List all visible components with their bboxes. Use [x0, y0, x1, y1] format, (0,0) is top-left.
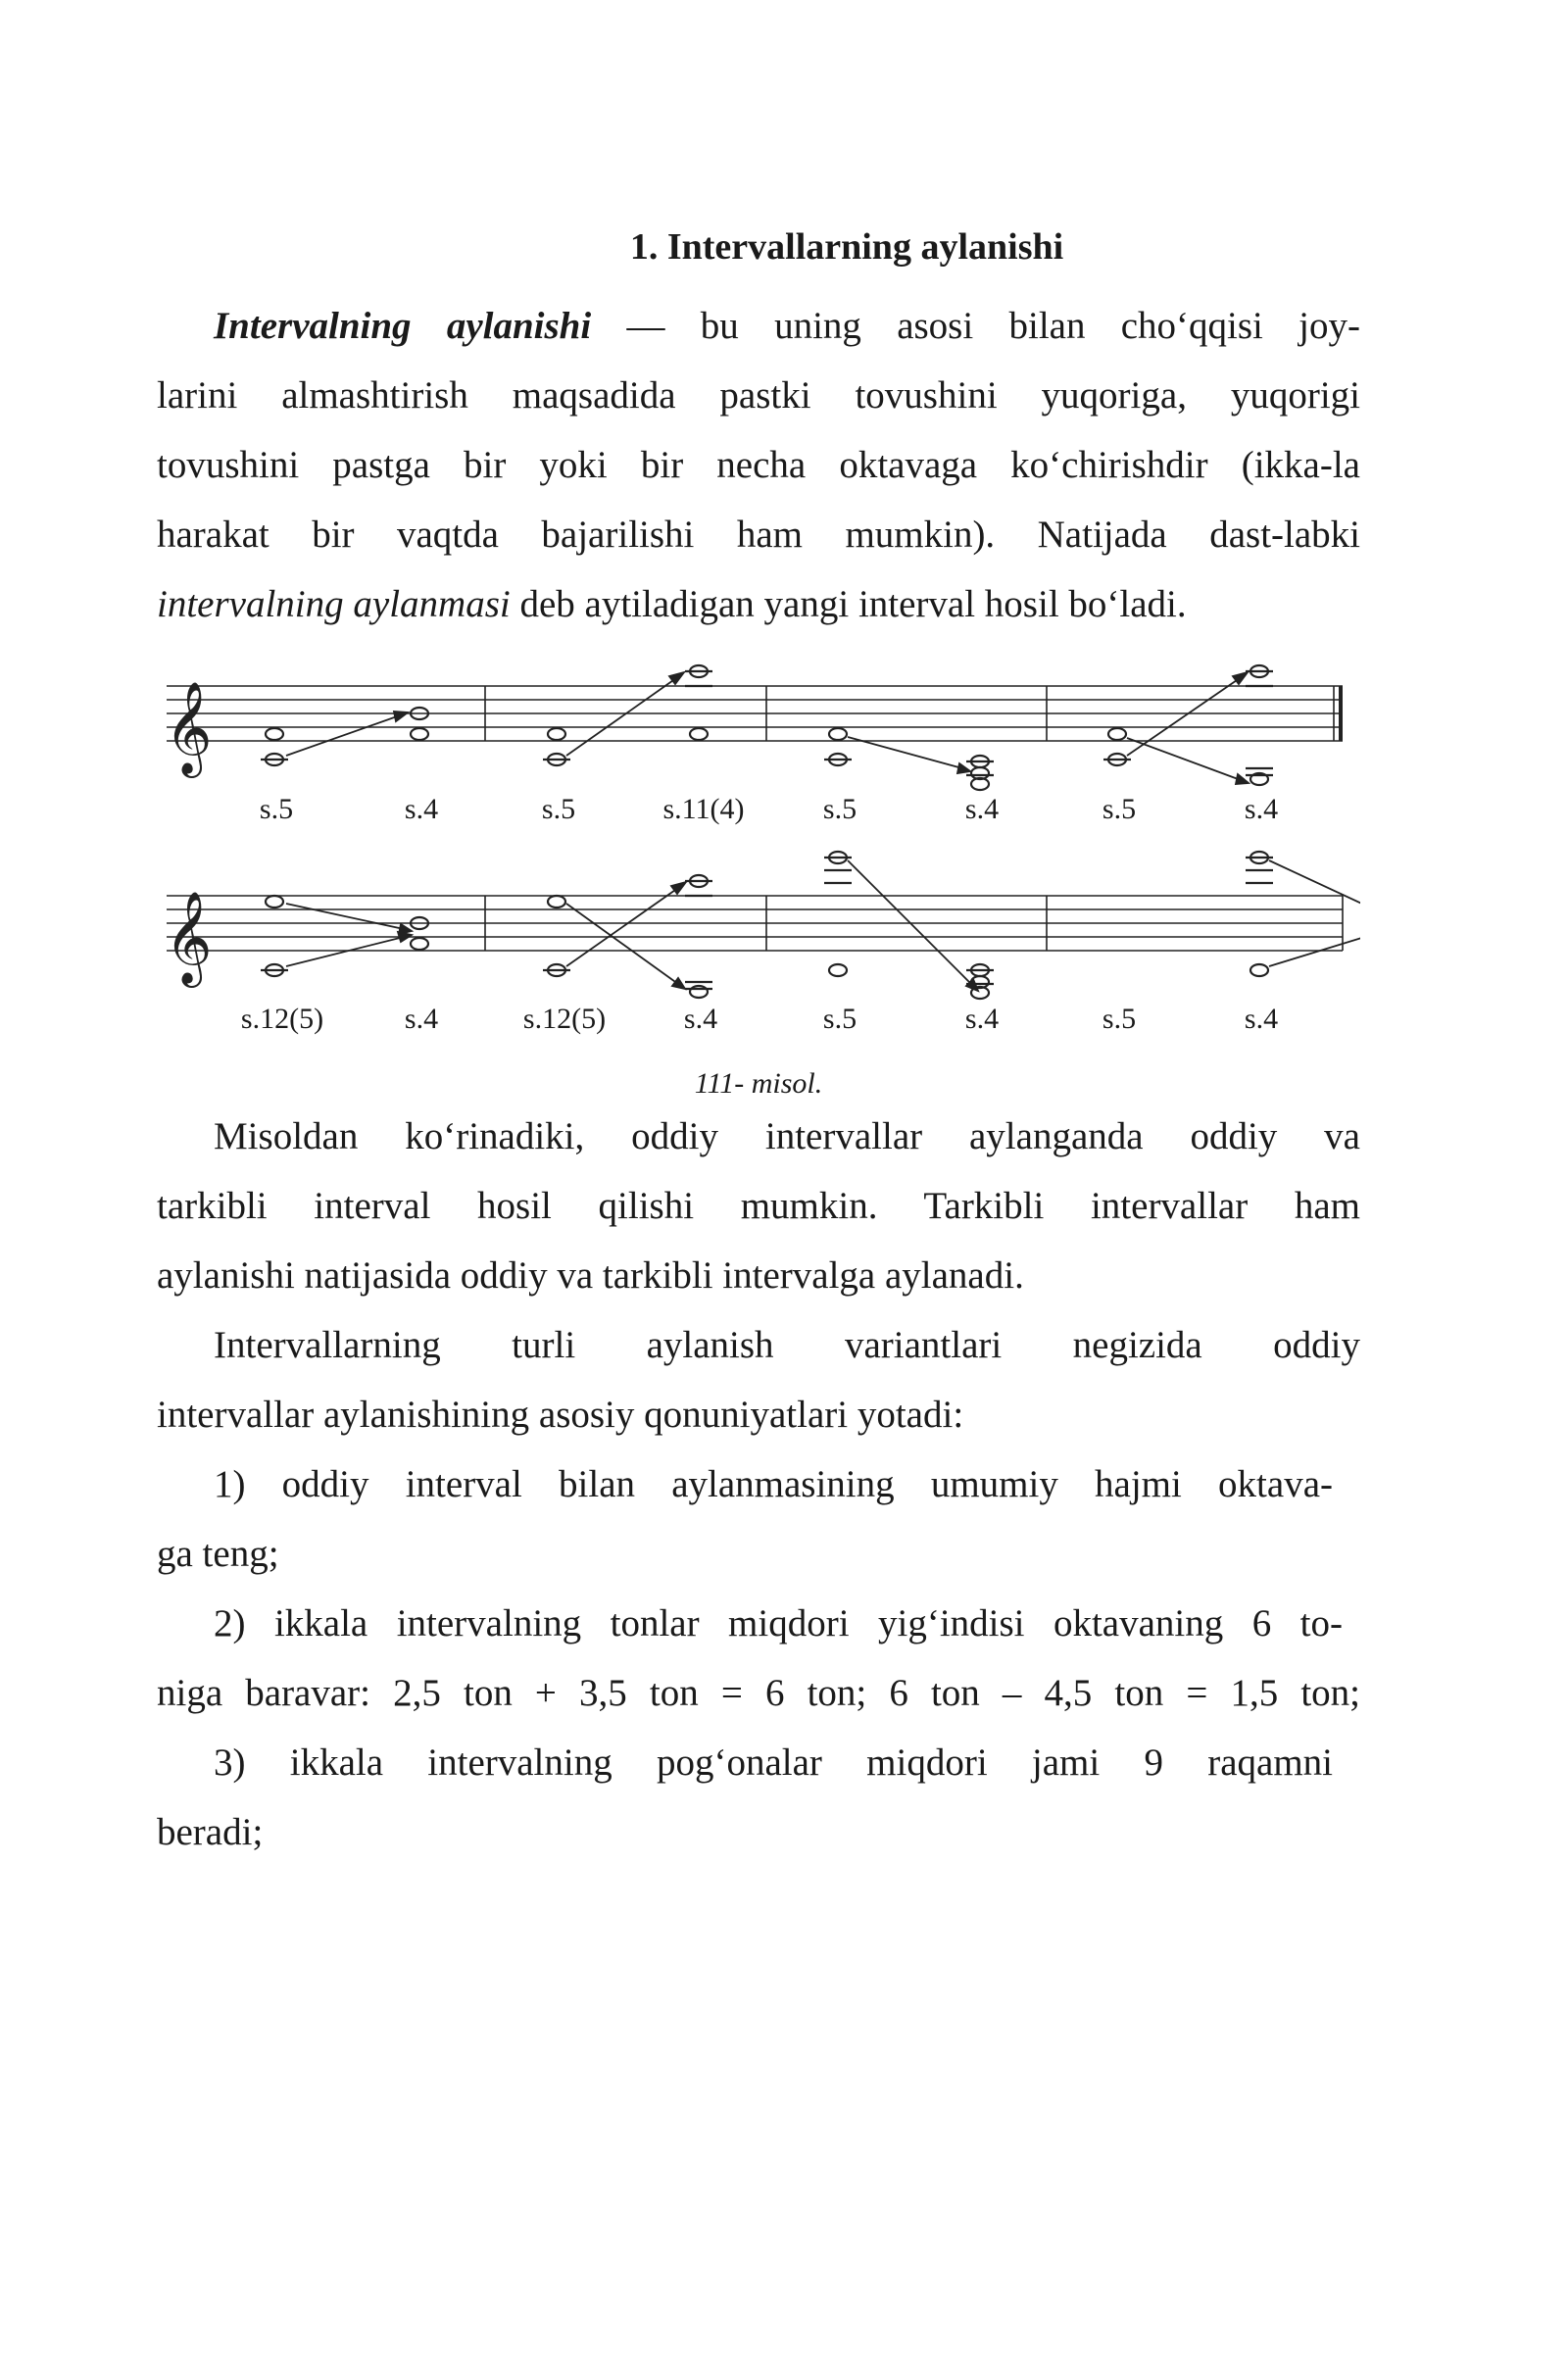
- para3-line2: intervallar aylanishining asosiy qonuniyatlari yotadi:: [157, 1394, 964, 1436]
- list-item-3: [157, 1728, 1333, 1867]
- interval-label: s.5: [259, 793, 294, 825]
- item1-line2: ga teng;: [157, 1533, 279, 1575]
- para2-line1: Misoldan ko‘rinadiki, oddiy intervallar aylanganda oddiy va: [214, 1115, 1360, 1157]
- staff-row-2: [167, 896, 1343, 951]
- interval-label: s.5: [822, 1003, 858, 1035]
- arrows-row-2: [286, 860, 1360, 991]
- treble-clef-icon: 𝄞: [165, 681, 213, 774]
- interval-label: s.5: [1102, 793, 1137, 825]
- interval-label: s.4: [964, 1003, 1000, 1035]
- para3-line1: Intervallarning turli aylanish variantlari negizida oddiy: [214, 1324, 1360, 1366]
- item3-line1: 3) ikkala intervalning pog‘onalar miqdori jami 9 raqamni: [214, 1742, 1333, 1784]
- paragraph-laws: [157, 1310, 1360, 1449]
- interval-label: s.4: [683, 1003, 718, 1035]
- interval-label: s.4: [1244, 1003, 1279, 1035]
- para1-line4: harakat bir vaqtda bajarilishi ham mumkin). Natijada dast-labki: [157, 514, 1360, 556]
- interval-label: s.12(5): [240, 1003, 324, 1035]
- interval-label: s.4: [964, 793, 1000, 825]
- interval-label: s.5: [541, 793, 576, 825]
- para1-line1: Intervalning aylanishi — bu uning asosi bilan cho‘qqisi joy-: [214, 305, 1360, 347]
- list-item-2: [157, 1589, 1360, 1728]
- term-interval-inversion: Intervalning aylanishi: [214, 305, 592, 347]
- interval-label: s.12(5): [522, 1003, 607, 1035]
- list-item-1: [157, 1449, 1333, 1589]
- labels-row-2: [241, 1003, 1278, 1035]
- notes-row-2: [261, 852, 1360, 999]
- interval-label: s.4: [404, 1003, 439, 1035]
- music-example: [157, 0, 1360, 1078]
- para2-line3: aylanishi natijasida oddiy va tarkibli intervalga aylanadi.: [157, 1254, 1024, 1297]
- para1-line5: intervalning aylanmasi deb aytiladigan yangi interval hosil bo‘ladi.: [157, 583, 1187, 625]
- interval-label: s.5: [1102, 1003, 1137, 1035]
- staff-row-1: [167, 686, 1343, 741]
- example-caption: 111- misol.: [694, 1067, 823, 1100]
- para2-line2: tarkibli interval hosil qilishi mumkin. Tarkibli intervallar ham: [157, 1185, 1360, 1227]
- interval-label: s.5: [822, 793, 858, 825]
- interval-label: s.4: [404, 793, 439, 825]
- treble-clef-icon: 𝄞: [165, 891, 213, 984]
- item1-line1: 1) oddiy interval bilan aylanmasining umumiy hajmi oktava-: [214, 1463, 1333, 1505]
- interval-label: s.4: [1244, 793, 1279, 825]
- term-inverted-interval: intervalning aylanmasi: [157, 583, 511, 625]
- item3-line2: beradi;: [157, 1811, 264, 1853]
- interval-label: s.11(4): [662, 793, 745, 825]
- item2-line1: 2) ikkala intervalning tonlar miqdori yig‘indisi oktavaning 6 to-: [214, 1602, 1343, 1644]
- para1-line3: tovushini pastga bir yoki bir necha oktavaga ko‘chirishdir (ikka-la: [157, 444, 1360, 486]
- labels-row-1: [260, 793, 1278, 825]
- arrows-row-1: [286, 672, 1249, 784]
- paragraph-observation: [157, 1102, 1360, 1310]
- section-heading: 1. Intervallarning aylanishi: [629, 226, 1064, 268]
- item2-line2: niga baravar: 2,5 ton + 3,5 ton = 6 ton; 6 ton – 4,5 ton = 1,5 ton;: [157, 1672, 1360, 1714]
- para1-line2: larini almashtirish maqsadida pastki tovushini yuqoriga, yuqorigi: [157, 374, 1360, 417]
